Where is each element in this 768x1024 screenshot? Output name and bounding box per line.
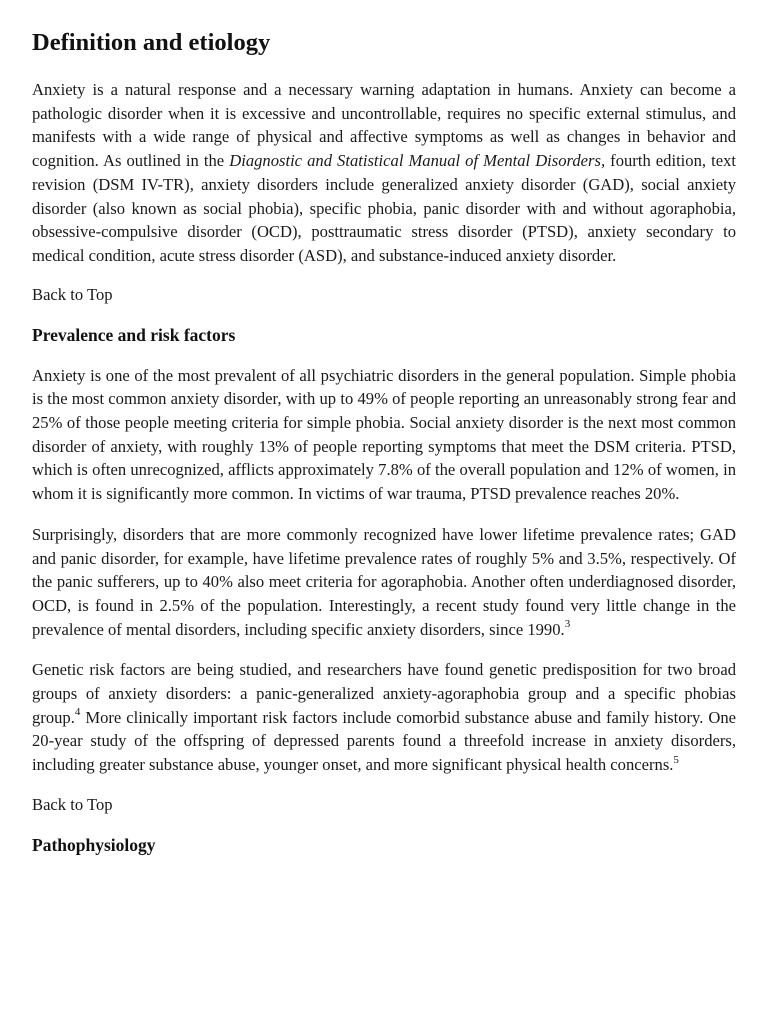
back-to-top-link-2[interactable]: Back to Top	[32, 794, 113, 814]
section-heading-pathophysiology: Pathophysiology	[32, 834, 156, 855]
back-to-top-link-1[interactable]: Back to Top	[32, 284, 113, 304]
prevalence-paragraph-2	[32, 523, 736, 642]
reference-4[interactable]: 4	[74, 706, 81, 719]
definition-paragraph	[32, 78, 736, 268]
prevalence-paragraph-3-text-2: More clinically important risk factors include comorbid substance abuse and family history. One 20-year study of the offspring of depressed parents found a threefold increase in anxiety disorders, including greater substance abuse, younger onset, and more significant physical health concerns.	[32, 707, 736, 775]
reference-3[interactable]: 3	[564, 618, 571, 631]
prevalence-paragraph-2-text: Surprisingly, disorders that are more commonly recognized have lower lifetime prevalence rates; GAD and panic disorder, for example, have lifetime prevalence rates of roughly 5% and 3.5%, respectively. Of the panic sufferers, up to 40% also meet criteria for agoraphobia. Another often underdiagnosed disorder, OCD, is found in 2.5% of the population. Interestingly, a recent study found very little change in the prevalence of mental disorders, including specific anxiety disorders, since 1990.	[32, 524, 736, 639]
reference-5[interactable]: 5	[673, 753, 679, 766]
dsm-title-italic: Diagnostic and Statistical Manual of Mental Disorders,	[229, 151, 606, 171]
definition-text-1: Anxiety is a natural response and a necessary warning adaptation in humans. Anxiety can become a pathologic disorder when it is excessive and uncontrollable, requires no specific external stimulus, and manifests with a wide range of physical and affective symptoms as well as changes in behavior and cognition. As outlined in the	[32, 80, 736, 171]
section-heading-definition: Definition and etiology	[32, 29, 271, 56]
prevalence-paragraph-3	[32, 658, 736, 777]
definition-text-2: fourth edition, text revision (DSM IV-TR), anxiety disorders include generalized anxiety disorder (GAD), social anxiety disorder (also known as social phobia), specific phobia, panic disorder with and without agoraphobia, obsessive-compulsive disorder (OCD), posttraumatic stress disorder (PTSD), anxiety secondary to medical condition, acute stress disorder (ASD), and substance-induced anxiety disorder.	[32, 151, 736, 265]
prevalence-paragraph-1: Anxiety is one of the most prevalent of all psychiatric disorders in the general population. Simple phobia is the most common anxiety disorder, with up to 49% of people reporting an unreasonably strong fear and 25% of those people meeting criteria for simple phobia. Social anxiety disorder is the next most common disorder of anxiety, with roughly 13% of people reporting symptoms that meet the DSM criteria. PTSD, which is often unrecognized, afflicts approximately 7.8% of the overall population and 12% of women, in whom it is significantly more common. In victims of war trauma, PTSD prevalence reaches 20%.	[32, 365, 736, 504]
prevalence-paragraph-3-text-1: Genetic risk factors are being studied, and researchers have found genetic predisposition for two broad groups of anxiety disorders: a panic-generalized anxiety-agoraphobia group and a specific phobias group.	[32, 660, 736, 727]
section-heading-prevalence: Prevalence and risk factors	[32, 324, 236, 345]
